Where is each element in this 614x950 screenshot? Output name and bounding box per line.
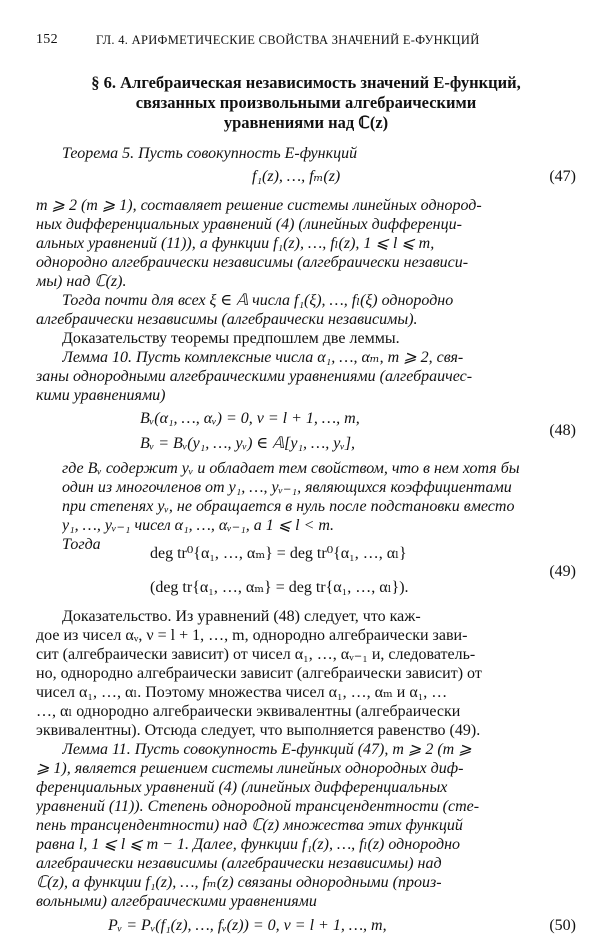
lemma10-condition-line: y₁, …, yᵥ₋₁ чисел α₁, …, αᵥ₋₁, а 1 ⩽ l < m. <box>62 517 334 534</box>
page-number: 152 <box>36 32 58 47</box>
theorem-text-line: мы) над ℂ(z). <box>36 273 127 290</box>
formula-49b: (deg tr{α₁, …, αₘ} = deg tr{α₁, …, αₗ}). <box>150 579 409 596</box>
lemma11-line: уравнений (11)). Степень однородной трансцендентности (сте- <box>36 798 480 815</box>
theorem-text-line: m ⩾ 2 (m ⩾ 1), составляет решение системы линейных однород- <box>36 197 482 214</box>
formula-48b: Bᵥ = Bᵥ(y₁, …, yᵥ) ∈ 𝔸[y₁, …, yᵥ], <box>140 435 356 452</box>
running-head <box>36 32 574 52</box>
equation-number-50: (50) <box>549 917 576 934</box>
lemma11-line: ⩾ 1), является решением системы линейных однородных диф- <box>36 760 464 777</box>
lemma10-condition-line: где Bᵥ содержит yᵥ и обладает тем свойством, что в нем хотя бы <box>62 460 520 477</box>
section-title-line: уравнениями над ℂ(z) <box>223 113 389 132</box>
theorem-text-line: Тогда почти для всех ξ ∈ 𝔸 числа f₁(ξ), …, fₗ(ξ) однородно <box>62 292 454 309</box>
formula-50: Pᵥ = Pᵥ(f₁(z), …, fᵥ(z)) = 0, ν = l + 1, …, m, <box>108 917 387 934</box>
proof-plan: Доказательству теоремы предпошлем две леммы. <box>62 330 400 347</box>
lemma10-line: кими уравнениями) <box>36 387 166 404</box>
proof-line: чисел α₁, …, αₗ. Поэтому множества чисел α₁, …, αₘ и α₁, … <box>36 684 448 701</box>
running-title: ГЛ. 4. АРИФМЕТИЧЕСКИЕ СВОЙСТВА ЗНАЧЕНИЙ Е-ФУНКЦИЙ <box>96 33 480 47</box>
proof-line: дое из чисел αᵥ, ν = l + 1, …, m, однородно алгебраически зави- <box>36 627 468 644</box>
lemma10-condition-line: один из многочленов от y₁, …, yᵥ₋₁, являющихся коэффициентами <box>62 479 512 496</box>
proof-line: …, αₗ однородно алгебраически эквивалентны (алгебраически <box>36 703 461 720</box>
lemma10-line: Лемма 10. Пусть комплексные числа α₁, …, αₘ, m ⩾ 2, свя- <box>62 349 464 366</box>
lemma11-line: пень трансцендентности) над ℂ(z) множества этих функций <box>36 817 463 834</box>
section-title-line: § 6. Алгебраическая независимость значений E-функций, <box>91 73 521 92</box>
equation-number-49: (49) <box>549 563 576 580</box>
equation-number-48: (48) <box>549 422 576 439</box>
equation-number-47: (47) <box>549 168 576 185</box>
formula-47: f₁(z), …, fₘ(z) <box>252 168 341 185</box>
formula-48a: Bᵥ(α₁, …, αᵥ) = 0, ν = l + 1, …, m, <box>140 410 360 427</box>
theorem-text-line: алгебраически независимы (алгебраически независимы). <box>36 311 418 328</box>
lemma11-line: равна l, 1 ⩽ l ⩽ m − 1. Далее, функции f₁(z), …, fₗ(z) однородно <box>36 836 461 853</box>
proof-line: Доказательство. Из уравнений (48) следует, что каж- <box>62 608 421 625</box>
section-title-line: связанных произвольными алгебраическими <box>135 93 477 112</box>
lemma11-line: ℂ(z), а функции f₁(z), …, fₘ(z) связаны однородными (произ- <box>36 874 442 891</box>
formula-49a: deg tr⁰{α₁, …, αₘ} = deg tr⁰{α₁, …, αₗ} <box>150 545 407 562</box>
lemma10-condition-line: при степенях yᵥ, не обращается в нуль после подстановки вместо <box>62 498 515 515</box>
theorem-text-line: альных уравнений (11)), а функции f₁(z), …, fₗ(z), 1 ⩽ l ⩽ m, <box>36 235 435 252</box>
theorem-text-line: ных дифференциальных уравнений (4) (линейных дифференци- <box>36 216 462 233</box>
lemma11-line: вольными) алгебраическими уравнениями <box>36 893 317 910</box>
lemma10-condition-line: Тогда <box>62 536 101 553</box>
proof-line: сит (алгебраически зависит) от чисел α₁, …, αᵥ₋₁ и, следователь- <box>36 646 476 663</box>
theorem-intro: Теорема 5. Пусть совокупность E-функций <box>62 145 358 162</box>
lemma11-line: алгебраически независимы (алгебраически независимы) над <box>36 855 442 872</box>
lemma11-line: ференциальных уравнений (4) (линейных дифференциальных <box>36 779 448 796</box>
proof-line: эквивалентны). Отсюда следует, что выполняется равенство (49). <box>36 722 481 739</box>
proof-line: но, однородно алгебраически зависит (алгебраически зависит) от <box>36 665 482 682</box>
theorem-text-line: однородно алгебраически независимы (алгебраически независи- <box>36 254 469 271</box>
lemma11-line: Лемма 11. Пусть совокупность E-функций (47), m ⩾ 2 (m ⩾ <box>62 741 472 758</box>
section-title <box>36 73 576 133</box>
lemma10-line: заны однородными алгебраическими уравнениями (алгебраичес- <box>36 368 473 385</box>
